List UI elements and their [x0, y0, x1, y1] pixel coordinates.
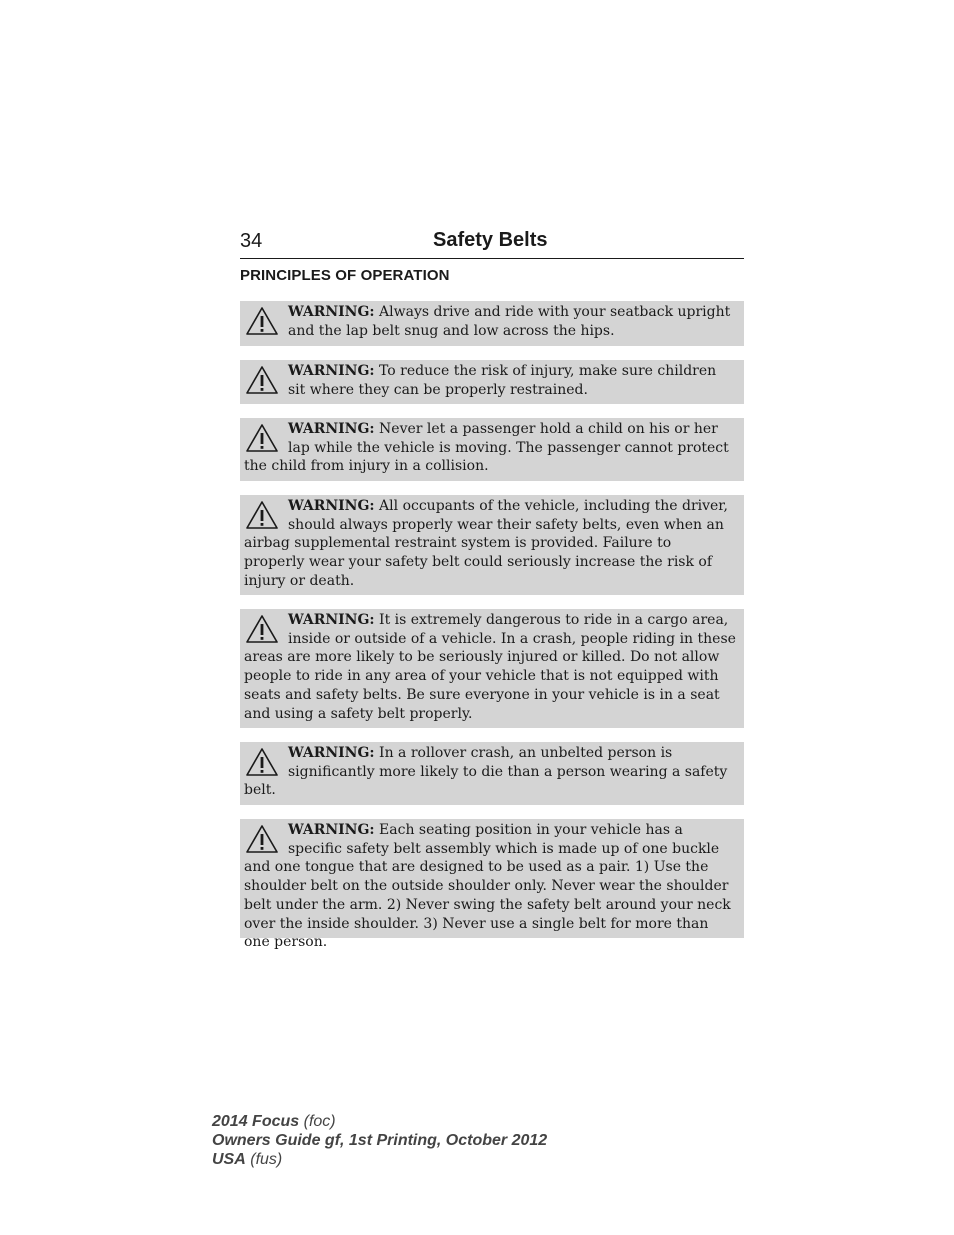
warning-triangle-icon — [245, 306, 279, 336]
warning-triangle-icon — [245, 747, 279, 777]
warning-triangle-icon — [245, 423, 279, 453]
page-header — [240, 228, 744, 259]
warning-label: WARNING: — [288, 304, 375, 320]
warning-label: WARNING: — [288, 421, 375, 437]
warning-box — [240, 418, 744, 481]
warning-text: It is extremely dangerous to ride in a cargo area, inside or outside of a vehicle. In a crash, people riding in these areas are more likely to be seriously injured or killed. Do not allow people to ride in any area of your vehicle that is not equipped with seats and safety belts. Be sure everyone in your vehicle is in a seat and using a safety belt properly. — [244, 612, 736, 722]
footer-model: 2014 Focus — [212, 1113, 300, 1130]
footer-market-code: (fus) — [250, 1151, 283, 1168]
warning-label: WARNING: — [288, 612, 375, 628]
section-heading: PRINCIPLES OF OPERATION — [240, 267, 450, 284]
warning-triangle-icon — [245, 500, 279, 530]
footer-model-line — [212, 1112, 547, 1131]
warning-box — [240, 819, 744, 951]
footer-market-line — [212, 1150, 547, 1169]
warning-box — [240, 360, 744, 404]
footer-model-code: (foc) — [303, 1113, 336, 1130]
page-number: 34 — [240, 230, 263, 252]
warning-box — [240, 742, 744, 805]
warning-text: Always drive and ride with your seatback upright and the lap belt snug and low across the hips. — [288, 304, 731, 339]
warning-text: To reduce the risk of injury, make sure children sit where they can be properly restrained. — [288, 363, 717, 398]
warning-box — [240, 301, 744, 346]
warning-label: WARNING: — [288, 363, 375, 379]
warning-label: WARNING: — [288, 822, 375, 838]
page-footer — [212, 1112, 547, 1169]
footer-market: USA — [212, 1151, 246, 1168]
warning-text: Each seating position in your vehicle has a specific safety belt assembly which is made up of one buckle and one tongue that are designed to be used as a pair. 1) Use the shoulder belt on the outside shoulder only. Never wear the shoulder belt under the arm. 2) Never swing the safety belt around your neck over the inside shoulder. 3) Never use a single belt for more than one person. — [244, 822, 731, 951]
chapter-title: Safety Belts — [433, 229, 548, 251]
warning-label: WARNING: — [288, 745, 375, 761]
warning-triangle-icon — [245, 614, 279, 644]
warning-triangle-icon — [245, 365, 279, 395]
warning-text: All occupants of the vehicle, including the driver, should always properly wear their safety belts, even when an airbag supplemental restraint system is provided. Failure to properly wear your safety belt could seriously increase the risk of injury or death. — [244, 498, 728, 589]
footer-printing: Owners Guide gf, 1st Printing, October 2012 — [212, 1132, 548, 1149]
warning-text: In a rollover crash, an unbelted person is significantly more likely to die than a person wearing a safety belt. — [244, 745, 728, 799]
warning-triangle-icon — [245, 824, 279, 854]
warning-text: Never let a passenger hold a child on his or her lap while the vehicle is moving. The passenger cannot protect the child from injury in a collision. — [244, 421, 729, 475]
warning-label: WARNING: — [288, 498, 375, 514]
warning-box — [240, 495, 744, 595]
warning-box — [240, 609, 744, 728]
